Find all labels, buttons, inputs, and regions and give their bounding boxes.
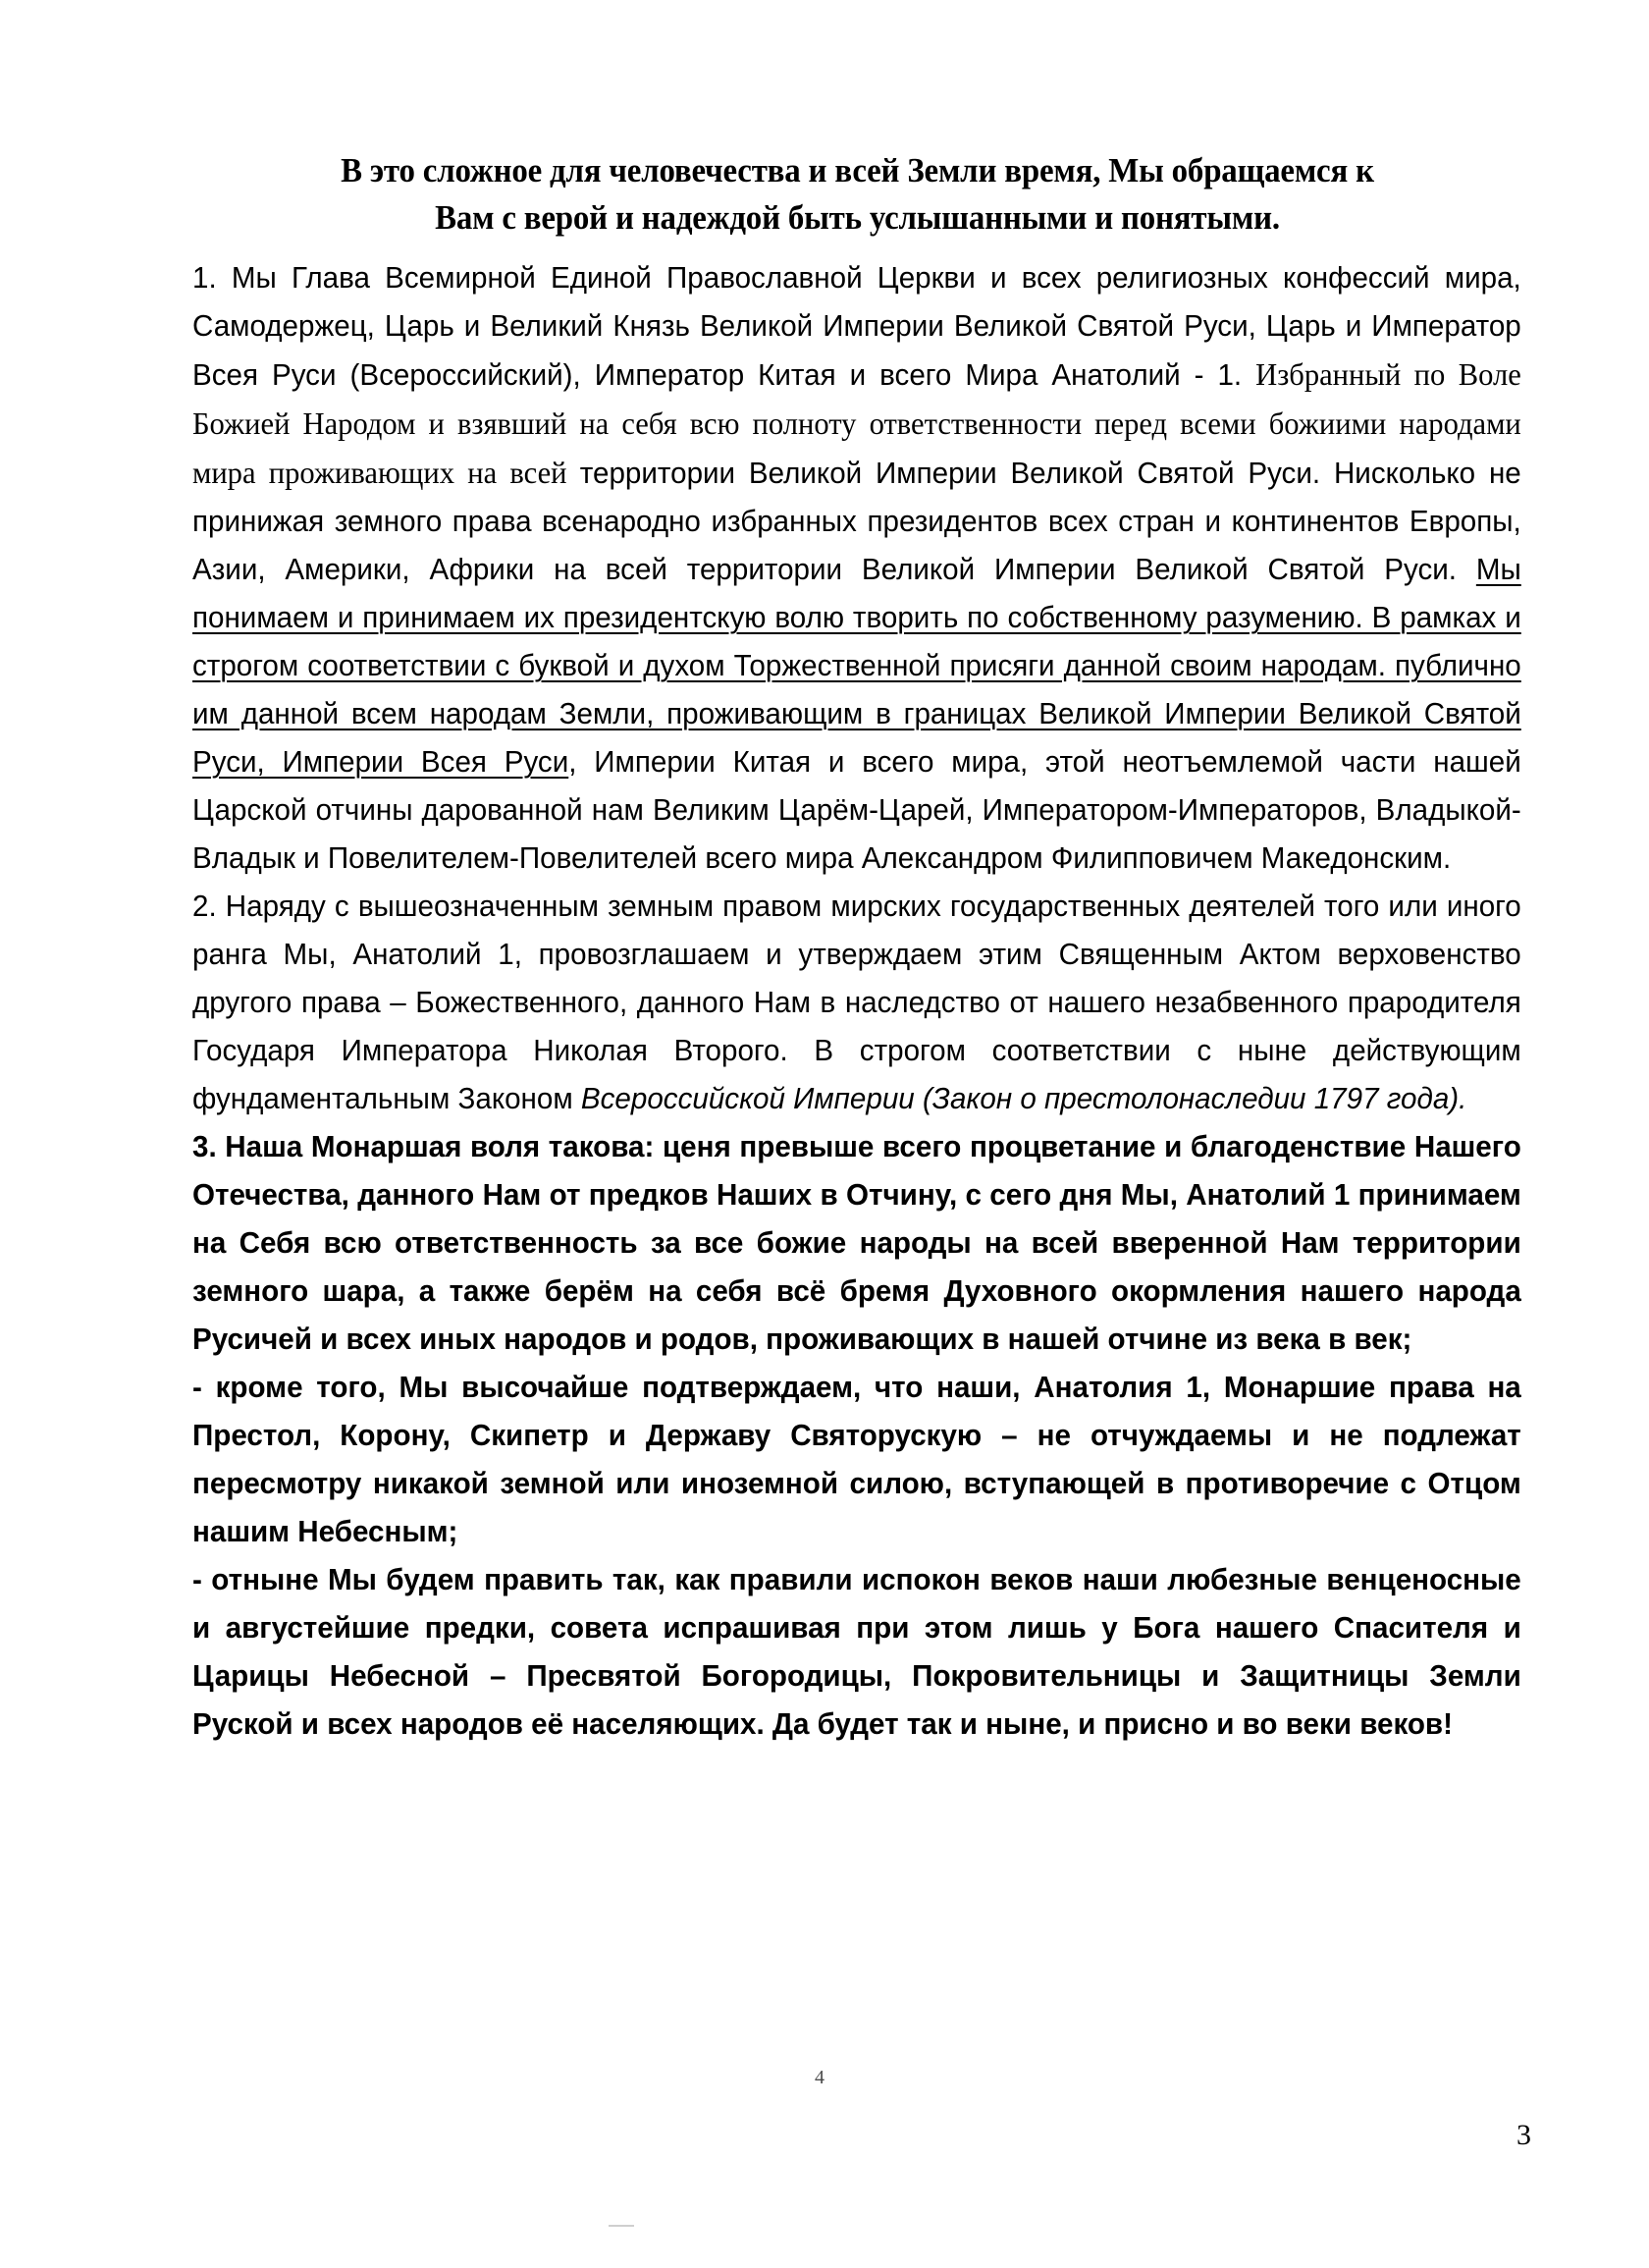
paragraph-clause-3 [192,1123,1521,1364]
document-body [192,254,1522,1749]
title-line-2: Вам с верой и надеждой быть услышанными и понятыми. [435,197,1280,237]
scan-artifact [609,2225,634,2227]
paragraph-clause-2 [192,883,1521,1123]
text-run-clause-1-0: 1. Мы Глава Всемирной Единой Православной Церкви и всех религиозных конфессий мира, Самодержец, Царь и Великий Князь Великой Империи Великой Святой Руси, Царь и Император Всея Руси (Всероссийский), Император Китая и всего Мира Анатолий - 1. [192,261,1521,393]
paragraph-clause-3-bullet-2 [192,1556,1521,1749]
text-run-clause-1-4: , Империи Китая и всего мира, этой неотъемлемой части нашей Царской отчины дарованной нам Великим Царём-Царей, Императором-Императоров, Владыкой-Владык и Повелителем-Повелителей всего мира Александром Филипповичем Македонским. [192,745,1521,876]
text-run-clause-2-1: Всероссийской Империи (Закон о престолонаследии 1797 года). [580,1082,1467,1116]
paragraph-clause-1 [192,254,1521,883]
text-run-clause-2-0: 2. Наряду с вышеозначенным земным правом мирских государственных деятелей того или иного ранга Мы, Анатолий 1, провозглашаем и утверждаем этим Священным Актом верховенство другого права – Божественного, данного Нам в наследство от нашего незабвенного прародителя Государя Императора Николая Второго. В строгом соответствии с ныне действующим фундаментальным Законом [192,890,1521,1116]
text-run-clause-3-bullet-2-0: - отныне Мы будем править так, как правили испокон веков наши любезные венценосные и августейшие предки, совета испрашивая при этом лишь у Бога нашего Спасителя и Царицы Небесной – Пресвятой Богородицы, Покровительницы и Защитницы Земли Руской и всех народов её населяющих. Да будет так и ныне, и присно и во веки веков! [192,1563,1521,1742]
page-content [192,147,1522,1749]
text-run-clause-3-bullet-1-0: - кроме того, Мы высочайше подтверждаем, что наши, Анатолия 1, Монаршие права на Престол, Корону, Скипетр и Державу Святорускую – не отчуждаемы и не подлежат пересмотру никакой земной или иноземной силою, вступающей в противоречие с Отцом нашим Небесным; [192,1371,1521,1549]
text-run-clause-1-1: Избранный по Воле Божией Народом и взявший на себя всю полноту ответственности перед всеми божиими народами мира проживающих на всей [192,357,1521,491]
text-run-clause-1-2: территории Великой Империи Великой Святой Руси. Нисколько не принижая земного права всенародно избранных президентов всех стран и континентов Европы, Азии, Америки, Африки на всей территории Великой Империи Великой Святой Руси. [192,457,1521,587]
paragraph-clause-3-bullet-1 [192,1364,1521,1556]
title-line-1: В это сложное для человечества и всей Земли время, Мы обращаемся к [341,151,1374,189]
footer-scan-mark: 4 [815,2067,824,2088]
text-run-clause-3-0: 3. Наша Монаршая воля такова: ценя превыше всего процветание и благоденствие Нашего Отечества, данного Нам от предков Наших в Отчину, с сего дня Мы, Анатолий 1 принимаем на Себя всю ответственность за все божие народы на всей вверенной Нам территории земного шара, а также берём на себя всё бремя Духовного окормления нашего народа Русичей и всех иных народов и родов, проживающих в нашей отчине из века в век; [192,1130,1521,1357]
page-number: 3 [1516,2119,1531,2151]
text-run-clause-1-3: Мы понимаем и принимаем их президентскую волю творить по собственному разумению. В рамках и строгом соответствии с буквой и духом Торжественной присяги данной своим народам. публично им данной всем народам Земли, проживающим в границах Великой Империи Великой Святой Руси, Империи Всея Руси [192,553,1521,780]
page-title [233,147,1483,241]
